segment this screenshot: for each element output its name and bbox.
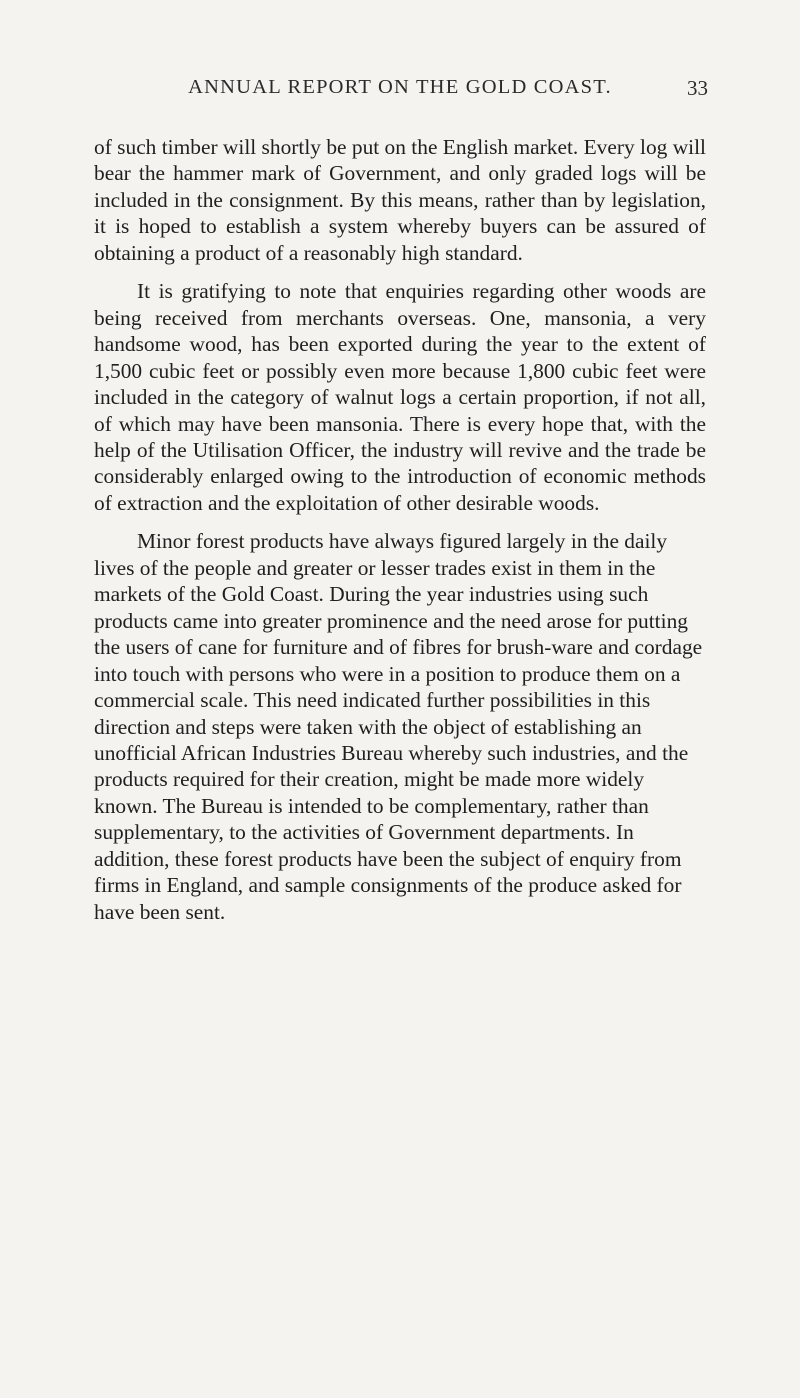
- running-title: ANNUAL REPORT ON THE GOLD COAST.: [188, 76, 612, 98]
- running-head: [0, 76, 800, 106]
- paragraph-other-woods: It is gratifying to note that enquiries regarding other woods are being received from merchants overseas. One, mansonia, a very handsome wood, has been exported during the year to the extent of 1,500 cubic feet or possibly even more because 1,800 cubic feet were included in the category of walnut logs a certain proportion, if not all, of which may have been mansonia. There is every hope that, with the help of the Utilisation Officer, the industry will revive and the trade be considerably enlarged owing to the introduction of economic methods of extraction and the exploitation of other desirable woods.: [94, 279, 706, 515]
- paragraph-minor-forest-products: Minor forest products have always figured largely in the daily lives of the people and greater or lesser trades exist in them in the markets of the Gold Coast. During the year industries using such products came into greater prominence and the need arose for putting the users of cane for furniture and of fibres for brush-ware and cordage into touch with persons who were in a position to produce them on a commercial scale. This need indicated further possibilities in this direction and steps were taken with the object of establishing an unofficial African Industries Bureau whereby such industries, and the products required for their creation, might be made more widely known. The Bureau is intended to be complementary, rather than supplementary, to the activities of Government departments. In addition, these forest products have been the subject of enquiry from firms in England, and sample consignments of the produce asked for have been sent.: [94, 529, 703, 924]
- paragraph-timber-continuation: of such timber will shortly be put on the English market. Every log will bear the hammer mark of Government, and only graded logs will be included in the consignment. By this means, rather than by legislation, it is hoped to establish a system whereby buyers can be assured of obtaining a product of a reasonably high standard.: [94, 135, 706, 265]
- page-number: 33: [687, 76, 708, 100]
- body-text: [94, 134, 706, 937]
